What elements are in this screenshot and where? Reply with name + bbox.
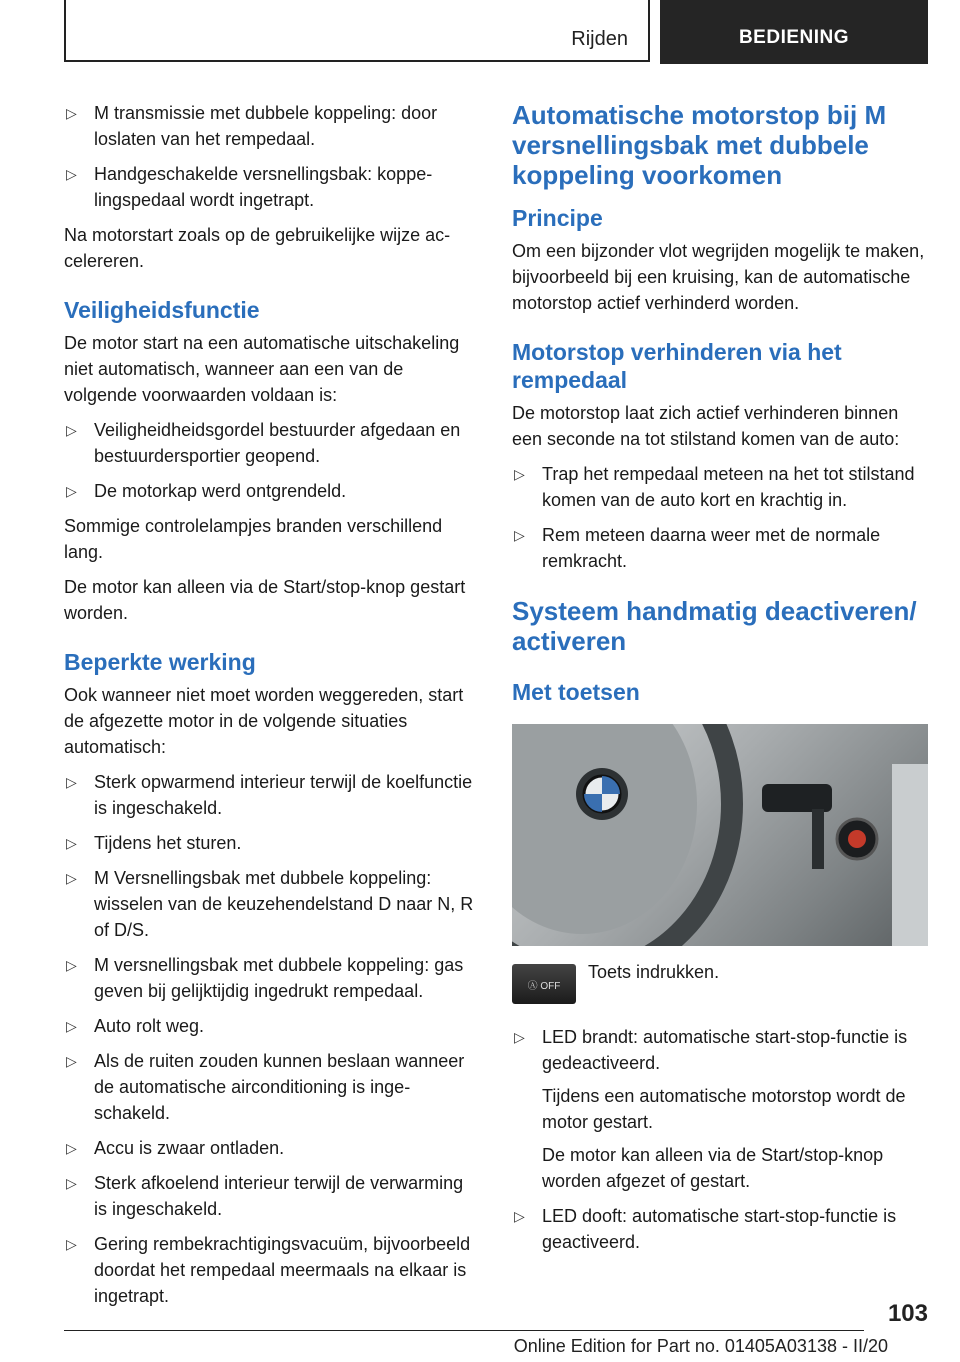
list-item-text: Auto rolt weg.: [94, 1016, 205, 1036]
list-item: [64, 1231, 476, 1309]
paragraph: De motor kan alleen via de Start/stop-knop gestart worden.: [64, 577, 466, 623]
triangle-bullet-icon: ▷: [514, 1029, 525, 1045]
list-item-text: M transmissie met dubbele koppeling: door loslaten van het rempedaal.: [94, 103, 438, 149]
triangle-bullet-icon: ▷: [514, 527, 525, 543]
triangle-bullet-icon: ▷: [66, 1053, 77, 1069]
press-button-text: Toets indrukken.: [588, 962, 720, 982]
list-item-text: M Versnellingsbak met dubbele koppeling: wisselen van de keuzehendelstand D naar N, R of D/S.: [94, 868, 474, 940]
list-item-text: Sterk afkoelend interieur terwijl de verwarming is ingeschakeld.: [94, 1173, 464, 1219]
list-item: [64, 478, 476, 504]
paragraph: De motorstop laat zich actief verhinderen binnen een seconde na tot stilstand komen van de auto:: [512, 403, 900, 449]
steering-wheel-illustration: [512, 724, 928, 946]
triangle-bullet-icon: ▷: [66, 105, 77, 121]
list-item-text: Accu is zwaar ontladen.: [94, 1138, 285, 1158]
list-item: [64, 100, 476, 152]
list-item-text: M versnellingsbak met dubbele koppeling: gas geven bij gelijktijdig ingedrukt rempedaal.: [94, 955, 464, 1001]
list-item-text: Trap het rempedaal meteen na het tot stilstand komen van de auto kort en krachtig in.: [542, 464, 915, 510]
heading-safety-function: Veiligheidsfunctie: [64, 297, 260, 323]
list-item-text: Tijdens het sturen.: [94, 833, 242, 853]
list-item: [64, 1135, 476, 1161]
list-item-text: Handgeschakelde versnellingsbak: koppelingspedaal wordt ingetrapt.: [94, 164, 433, 210]
list-item-subtext: Tijdens een automatische motorstop wordt de motor gestart.: [542, 1086, 906, 1132]
list-item: [64, 1048, 476, 1126]
list-item: [512, 1203, 928, 1255]
list-item-text: Sterk opwarmend interieur terwijl de koelfunctie is ingeschakeld.: [94, 772, 473, 818]
list-item: [64, 417, 476, 469]
heading-prevent-auto-stop: Automatische motorstop bij M versnellingsbak met dubbele koppeling voorkomen: [512, 100, 887, 190]
heading-with-buttons: Met toetsen: [512, 679, 640, 705]
triangle-bullet-icon: ▷: [66, 1140, 77, 1156]
triangle-bullet-icon: ▷: [66, 1175, 77, 1191]
list-item: [512, 522, 928, 574]
list-item-text: Als de ruiten zouden kunnen beslaan wanneer de automatische airconditioning is ingeschakeld.: [94, 1051, 465, 1123]
triangle-bullet-icon: ▷: [66, 1236, 77, 1252]
right-column: [512, 100, 928, 1264]
list-item-text: De motorkap werd ontgrendeld.: [94, 481, 347, 501]
triangle-bullet-icon: ▷: [514, 1208, 525, 1224]
list-item-text: Rem meteen daarna weer met de normale remkracht.: [542, 525, 881, 571]
list-item: [64, 1013, 476, 1039]
triangle-bullet-icon: ▷: [66, 166, 77, 182]
button-label: Ⓐ OFF: [527, 980, 561, 992]
list-item-text: Gering rembekrachtigingsvacuüm, bijvoorbeeld doordat het rempedaal meermaals na elkaar is ingetrapt.: [94, 1234, 471, 1306]
list-item-subtext: De motor kan alleen via de Start/stop-knop worden afgezet of gestart.: [542, 1145, 884, 1191]
edition-note: Online Edition for Part no. 01405A03138 - II/20: [513, 1336, 888, 1356]
paragraph: De motor start na een automatische uitschakeling niet automatisch, wanneer aan een van de volgende voorwaarden voldaan is:: [64, 333, 460, 405]
steering-wheel-photo: [512, 724, 928, 946]
list-item: [64, 161, 476, 213]
header-chapter-title: BEDIENING: [660, 0, 928, 64]
list-item-text: Veiligheidheidsgordel bestuurder afgedaan en bestuurdersportier geopend.: [94, 420, 461, 466]
triangle-bullet-icon: ▷: [66, 422, 77, 438]
page-number: 103: [887, 1300, 928, 1327]
triangle-bullet-icon: ▷: [66, 483, 77, 499]
page-header: [64, 0, 928, 64]
triangle-bullet-icon: ▷: [66, 1018, 77, 1034]
auto-start-stop-off-button[interactable]: [512, 964, 576, 1004]
list-item: [64, 952, 476, 1004]
triangle-bullet-icon: ▷: [514, 466, 525, 482]
heading-manual-deactivate: Systeem handmatig deactiveren/ activeren: [512, 596, 917, 656]
heading-brake-pedal: Motorstop verhinderen via het rempedaal: [512, 339, 842, 393]
list-item: [64, 769, 476, 821]
paragraph: Sommige controlelampjes branden verschillend lang.: [64, 516, 443, 562]
paragraph: Om een bijzonder vlot wegrijden mogelijk te maken, bijvoorbeeld bij een kruising, kan de automatische motorstop actief verhinderd worden.: [512, 241, 925, 313]
triangle-bullet-icon: ▷: [66, 957, 77, 973]
left-column: [64, 100, 476, 1318]
list-item: [512, 1024, 928, 1194]
header-frame: [64, 0, 650, 62]
heading-principle: Principe: [512, 205, 603, 231]
header-section-title: Rijden: [571, 28, 628, 50]
list-item-text: LED brandt: automatische start-stop-functie is gedeactiveerd.: [542, 1027, 908, 1073]
footer-divider: [64, 1330, 864, 1331]
triangle-bullet-icon: ▷: [66, 870, 77, 886]
auto-start-stop-button-row: [512, 964, 928, 1010]
list-item: [64, 865, 476, 943]
paragraph: Ook wanneer niet moet worden weggereden, start de afgezette motor in de volgende situaties automatisch:: [64, 685, 464, 757]
triangle-bullet-icon: ▷: [66, 774, 77, 790]
list-item-text: LED dooft: automatische start-stop-functie is geactiveerd.: [542, 1206, 897, 1252]
triangle-bullet-icon: ▷: [66, 835, 77, 851]
list-item: [64, 1170, 476, 1222]
heading-limited-operation: Beperkte werking: [64, 649, 256, 675]
list-item: [64, 830, 476, 856]
list-item: [512, 461, 928, 513]
paragraph: Na motorstart zoals op de gebruikelijke wijze accelereren.: [64, 225, 451, 271]
